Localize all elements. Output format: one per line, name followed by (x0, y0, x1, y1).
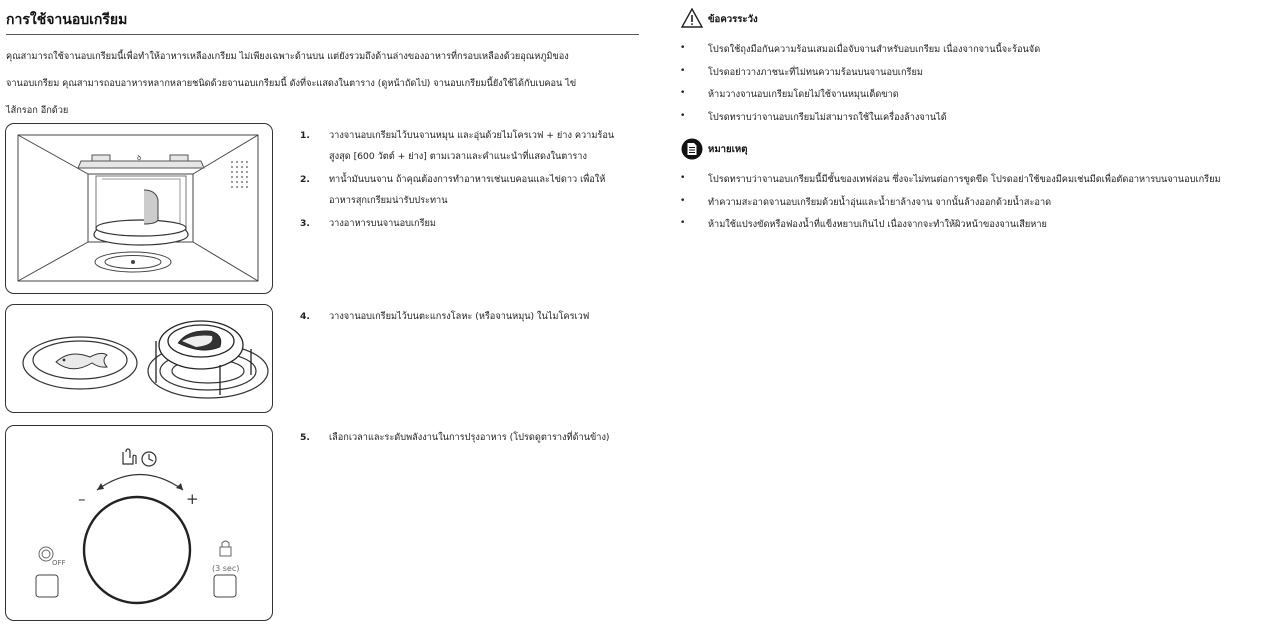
control-panel-illustration (6, 426, 272, 620)
warning-icon (681, 8, 703, 31)
title-divider (6, 34, 639, 35)
step-number: 1. (300, 130, 310, 141)
crusty-plate-illustration (6, 305, 272, 412)
note-icon (681, 138, 703, 163)
step-text: วางอาหารบนจานอบเกรียม (329, 218, 436, 229)
intro-line: ไส้กรอก อีกด้วย (6, 105, 69, 116)
step-text: ทาน้ำมันบนจาน ถ้าคุณต้องการทำอาหารเช่นเบคอนและไข่ดาว เพื่อให้ (329, 174, 606, 185)
control-panel-figure (5, 425, 273, 621)
off-label: OFF (52, 559, 66, 567)
intro-paragraph (6, 43, 646, 124)
svg-text:ꝺ: ꝺ (137, 154, 142, 162)
microwave-interior-figure (5, 123, 273, 294)
svg-text:–: – (78, 490, 86, 508)
step-text: อาหารสุกเกรียมน่ารับประทาน (329, 195, 448, 206)
step-text: วางจานอบเกรียมไว้บนตะแกรงโลหะ (หรือจานหมุน) ในไมโครเวฟ (329, 311, 590, 322)
note-title: หมายเหตุ (708, 144, 748, 155)
lock-label: (3 sec) (212, 564, 240, 573)
step-text: วางจานอบเกรียมไว้บนจานหมุน และอุ่นด้วยไมโครเวฟ + ย่าง ความร้อน (329, 130, 615, 141)
crusty-plate-figure (5, 304, 273, 413)
step-text: สูงสุด [600 วัตต์ + ย่าง] ตามเวลาและคำแนะนำที่แสดงในตาราง (329, 151, 587, 162)
step-number: 5. (300, 432, 310, 443)
step-number: 4. (300, 311, 310, 322)
svg-text:+: + (186, 490, 199, 508)
step-number: 3. (300, 218, 310, 229)
caution-title: ข้อควรระวัง (708, 14, 758, 25)
intro-line: จานอบเกรียม คุณสามารถอบอาหารหลากหลายชนิดด้วยจานอบเกรียมนี้ ดังที่จะแสดงในตาราง (ดูหน้าถัดไป) จานอบเกรียมนี้ยังใช้ได้กับเบคอน ไข่ (6, 78, 577, 89)
step-text: เลือกเวลาและระดับพลังงานในการปรุงอาหาร (โปรดดูตารางที่ด้านข้าง) (329, 432, 610, 443)
microwave-interior-illustration (6, 124, 272, 293)
intro-line: คุณสามารถใช้จานอบเกรียมนี้เพื่อทำให้อาหารเหลืองเกรียม ไม่เพียงเฉพาะด้านบน แต่ยังรวมถึงด้านล่างของอาหารที่กรอบเหลืองด้วยอุณหภูมิของ (6, 51, 569, 62)
step-number: 2. (300, 174, 310, 185)
page-title: การใช้จานอบเกรียม (6, 12, 128, 28)
